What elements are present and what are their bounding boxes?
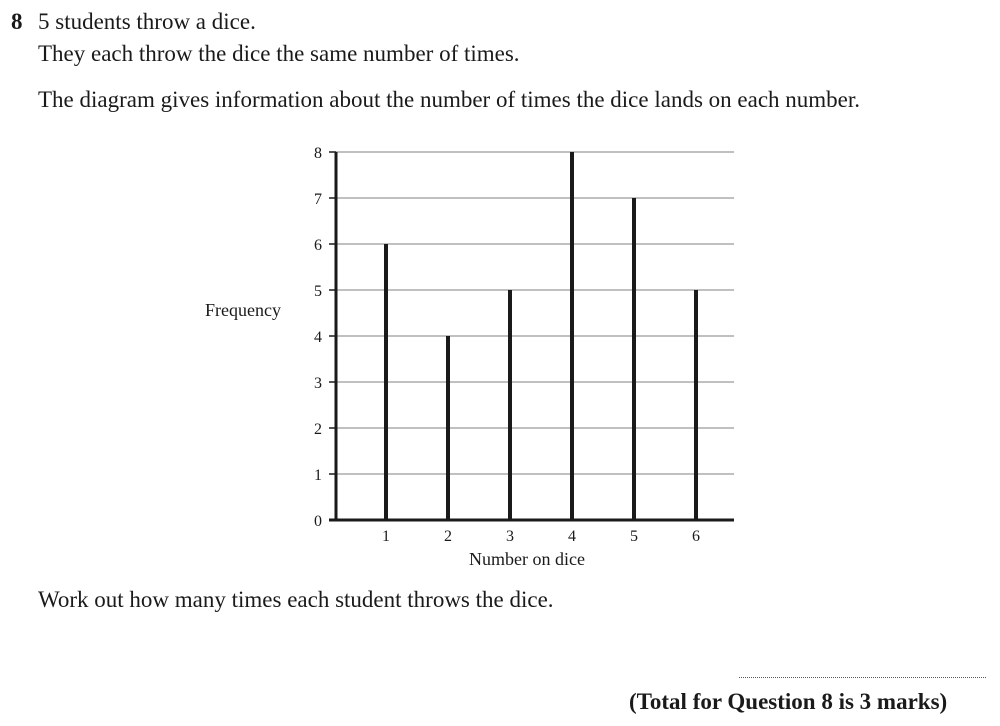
y-tick-label: 4 <box>314 329 322 346</box>
question-number: 8 <box>11 9 23 34</box>
x-tick-label: 2 <box>444 528 452 545</box>
y-axis-label: Frequency <box>205 300 281 320</box>
total-marks: (Total for Question 8 is 3 marks) <box>629 689 948 714</box>
question-line-3: The diagram gives information about the number of times the dice lands on each number. <box>38 87 861 112</box>
y-tick-label: 2 <box>314 421 322 438</box>
x-tick-label: 6 <box>692 528 700 545</box>
question-line-1: 5 students throw a dice. <box>38 9 256 34</box>
x-tick-label: 4 <box>568 528 576 545</box>
tick-labels <box>314 145 700 545</box>
y-tick-label: 3 <box>314 375 322 392</box>
x-tick-label: 5 <box>630 528 638 545</box>
question-line-2: They each throw the dice the same number of times. <box>38 41 520 66</box>
x-tick-label: 3 <box>506 528 514 545</box>
x-axis-label: Number on dice <box>469 549 585 569</box>
x-tick-label: 1 <box>382 528 390 545</box>
y-tick-label: 0 <box>314 513 322 530</box>
y-tick-label: 7 <box>314 191 322 208</box>
y-tick-label: 1 <box>314 467 322 484</box>
y-tick-label: 5 <box>314 283 322 300</box>
y-tick-label: 8 <box>314 145 322 162</box>
gridlines <box>336 152 734 474</box>
y-tick-label: 6 <box>314 237 322 254</box>
question-prompt: Work out how many times each student throws the dice. <box>38 587 554 612</box>
answer-line[interactable] <box>739 677 986 678</box>
